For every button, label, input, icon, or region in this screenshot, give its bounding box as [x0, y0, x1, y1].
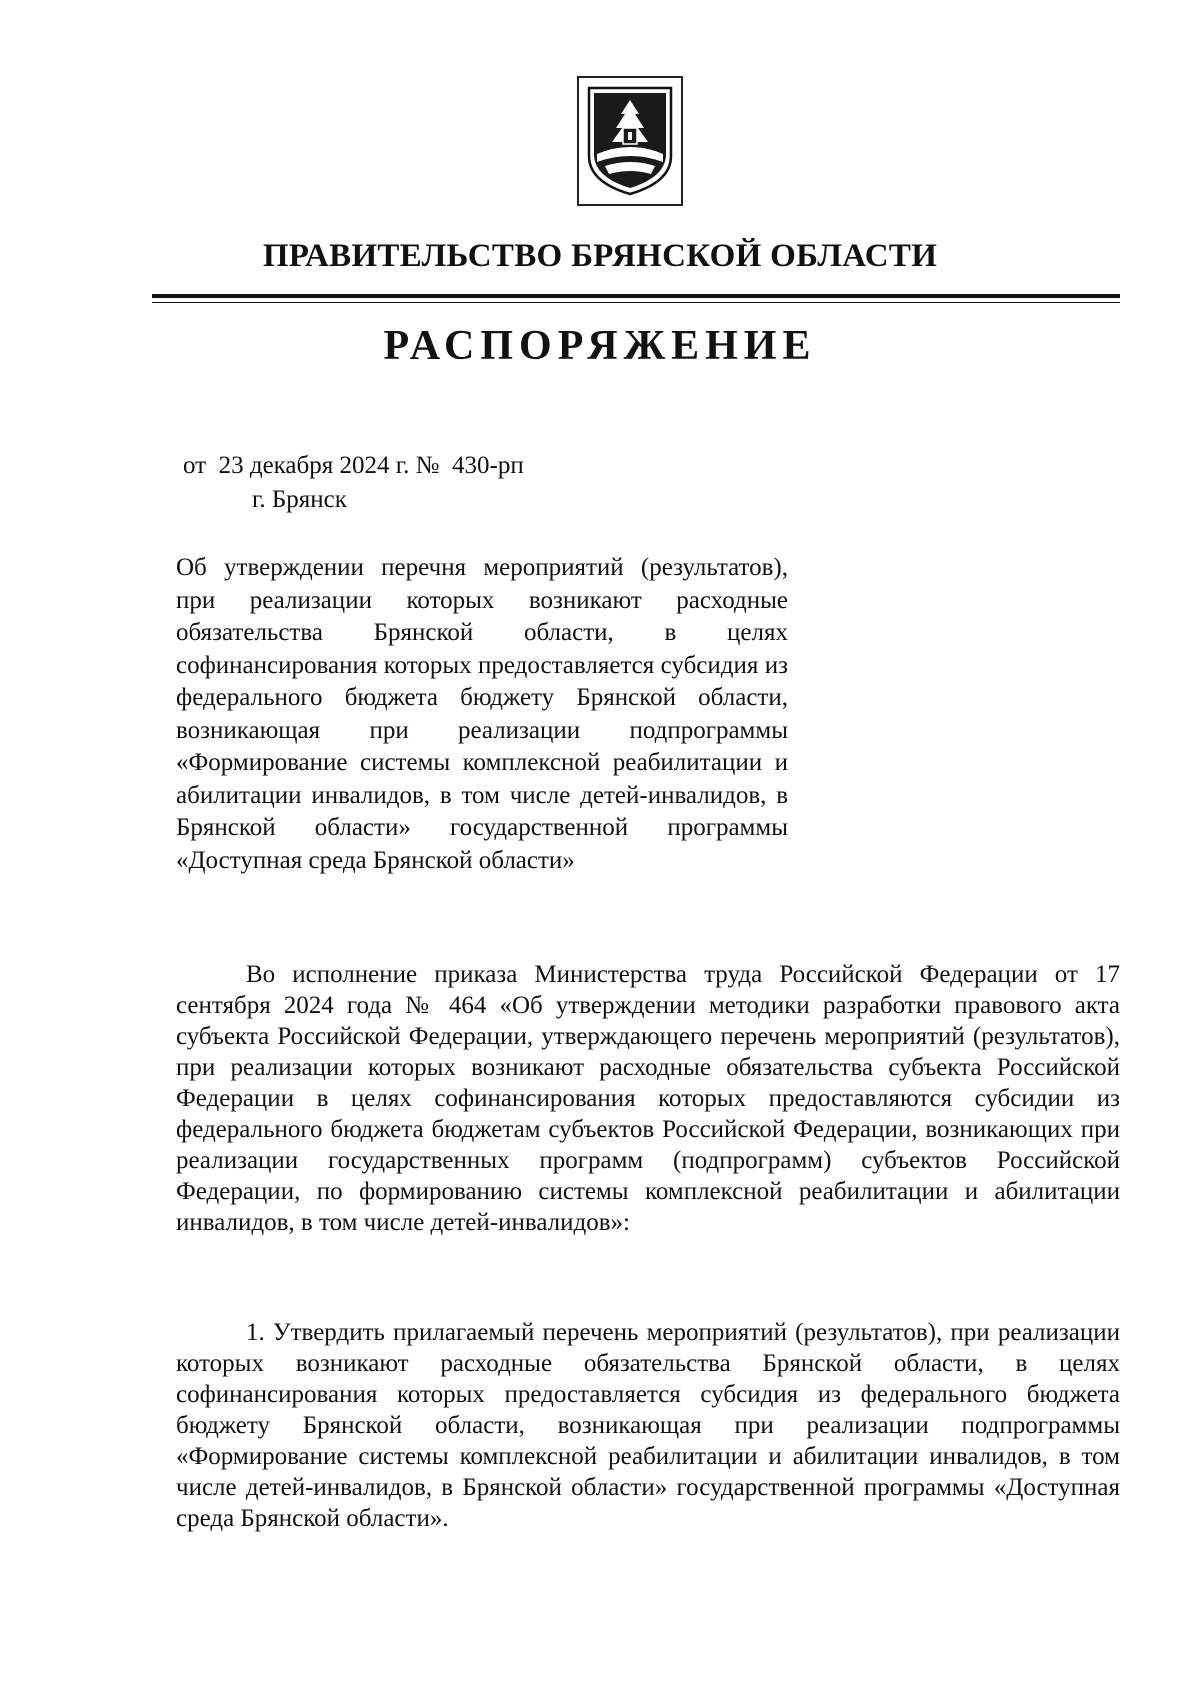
header-rule-thin	[152, 302, 1120, 303]
bryansk-coat-of-arms-icon	[577, 76, 683, 206]
body-item-1: 1. Утвердить прилагаемый перечень мероприятий (результатов), при реализации которых возникают расходные обязательства Брянской области, в целях софинансирования которых предоставляется субсидия из федерального бюджета бюджету Брянской области, возникающая при реализации подпрограммы «Формирование системы комплексной реабилитации и абилитации инвалидов, в том числе детей-инвалидов, в Брянской области» государственной программы «Доступная среда Брянской области».	[176, 1319, 1120, 1532]
document-subject: Об утверждении перечня мероприятий (результатов), при реализации которых возникают расходные обязательства Брянской области, в целях софинансирования которых предоставляется субсидия из федерального бюджета бюджету Брянской области, возникающая при реализации подпрограммы «Формирование системы комплексной реабилитации и абилитации инвалидов, в том числе детей-инвалидов, в Брянской области» государственной программы «Доступная среда Брянской области»	[176, 554, 788, 874]
document-type: РАСПОРЯЖЕНИЕ	[383, 323, 817, 369]
date-number-line: от 23 декабря 2024 г. № 430-рп	[183, 452, 524, 479]
body-preamble: Во исполнение приказа Министерства труда Российской Федерации от 17 сентября 2024 года № 464 «Об утверждении методики разработки правового акта субъекта Российской Федерации, утверждающего перечень мероприятий (результатов), при реализации которых возникают расходные обязательства субъекта Российской Федерации в целях софинансирования которых предоставляются субсидии из федерального бюджета бюджетам субъектов Российской Федерации, возникающих при реализации государственных программ (подпрограмм) субъектов Российской Федерации, по формированию системы комплексной реабилитации и абилитации инвалидов, в том числе детей-инвалидов»:	[176, 961, 1120, 1236]
city-line: г. Брянск	[252, 486, 347, 513]
emblem-shield-icon	[585, 84, 675, 198]
header-rule-thick	[152, 294, 1120, 298]
org-title: ПРАВИТЕЛЬСТВО БРЯНСКОЙ ОБЛАСТИ	[262, 238, 938, 274]
